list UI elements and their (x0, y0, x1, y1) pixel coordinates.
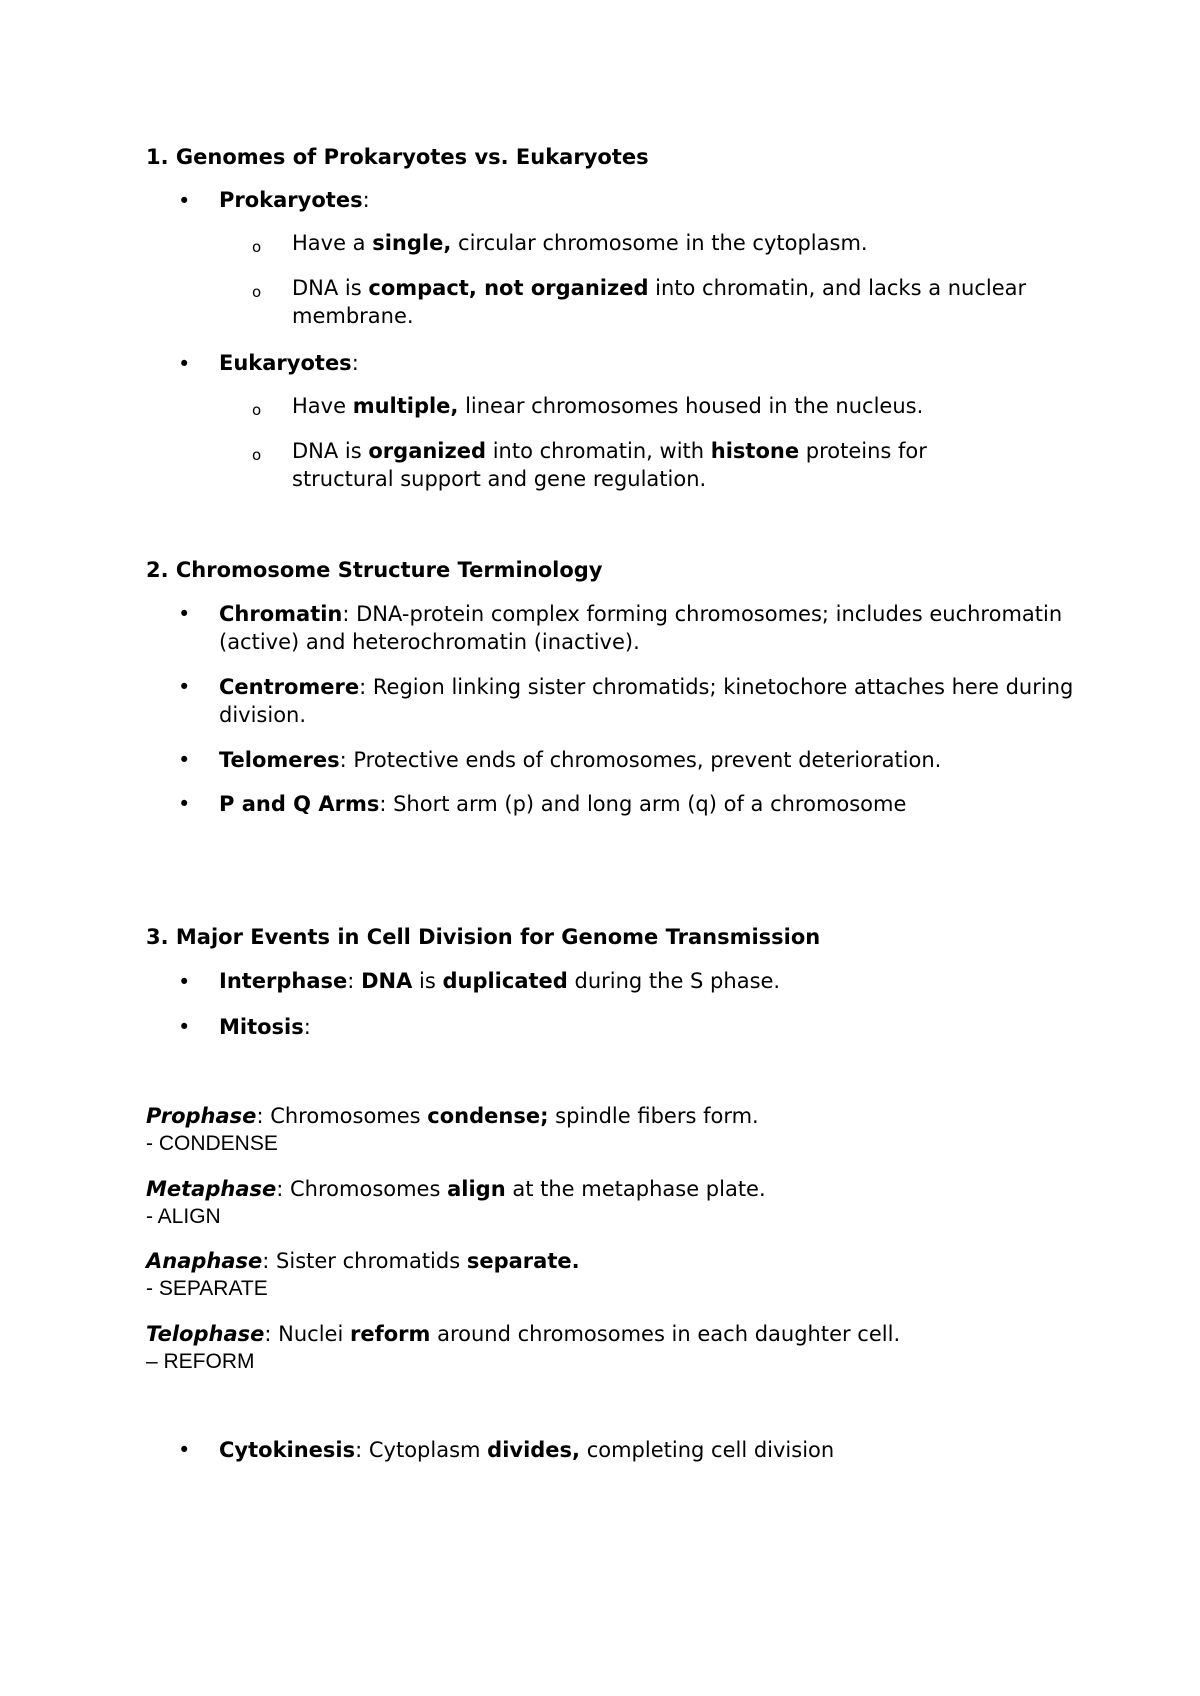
interphase-item: Interphase: DNA is duplicated during the S phase. (219, 969, 781, 993)
prophase-keyword: - CONDENSE (146, 1132, 278, 1155)
euk-item-2: DNA is organized into chromatin, with histone proteins for structural support and gene regulation. (292, 439, 927, 491)
prok-item-2: DNA is compact, not organized into chromatin, and lacks a nuclear membrane. (292, 276, 1027, 328)
cytokinesis-item: Cytokinesis: Cytoplasm divides, completing cell division (219, 1438, 835, 1462)
prophase-line: Prophase: Chromosomes condense; spindle fibers form. (146, 1104, 759, 1128)
bullet-icon: • (178, 748, 191, 772)
p-q-arms-item: P and Q Arms: Short arm (p) and long arm (q) of a chromosome (219, 792, 907, 816)
bullet-icon: • (178, 189, 191, 213)
metaphase-keyword: - ALIGN (146, 1205, 221, 1228)
anaphase-line: Anaphase: Sister chromatids separate. (146, 1249, 580, 1273)
anaphase-keyword: - SEPARATE (146, 1277, 268, 1300)
metaphase-line: Metaphase: Chromosomes align at the metaphase plate. (146, 1177, 766, 1201)
section-1-heading: 1. Genomes of Prokaryotes vs. Eukaryotes (146, 145, 649, 169)
bullet-icon: • (178, 1438, 191, 1462)
bullet-icon: • (178, 792, 191, 816)
sub-bullet-icon: o (252, 283, 262, 301)
prokaryotes-item: Prokaryotes: (219, 188, 370, 212)
bullet-icon: • (178, 352, 191, 376)
prokaryotes-label: Prokaryotes (219, 188, 363, 212)
telophase-keyword: – REFORM (146, 1350, 255, 1373)
bullet-icon: • (178, 970, 191, 994)
eukaryotes-label: Eukaryotes (219, 351, 352, 375)
section-2-heading: 2. Chromosome Structure Terminology (146, 558, 603, 582)
centromere-item: Centromere: Region linking sister chromatids; kinetochore attaches here during division. (219, 675, 1074, 727)
sub-bullet-icon: o (252, 401, 262, 419)
bullet-icon: • (178, 602, 191, 626)
mitosis-item: Mitosis: (219, 1015, 311, 1039)
euk-item-1: Have multiple, linear chromosomes housed in the nucleus. (292, 394, 924, 418)
bullet-icon: • (178, 675, 191, 699)
sub-bullet-icon: o (252, 238, 262, 256)
telomeres-item: Telomeres: Protective ends of chromosomes, prevent deterioration. (219, 748, 942, 772)
eukaryotes-item: Eukaryotes: (219, 351, 359, 375)
telophase-line: Telophase: Nuclei reform around chromosomes in each daughter cell. (146, 1322, 901, 1346)
sub-bullet-icon: o (252, 446, 262, 464)
chromatin-item: Chromatin: DNA-protein complex forming chromosomes; includes euchromatin (active) and heterochromatin (inactive). (219, 602, 1063, 654)
prok-item-1: Have a single, circular chromosome in the cytoplasm. (292, 231, 868, 255)
section-3-heading: 3. Major Events in Cell Division for Genome Transmission (146, 925, 821, 949)
bullet-icon: • (178, 1015, 191, 1039)
